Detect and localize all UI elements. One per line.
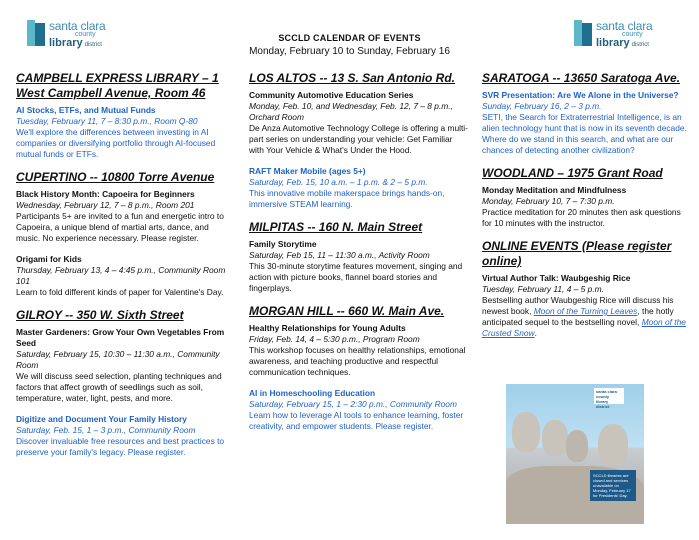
event-when: Tuesday, February 11, 4 – 5 p.m. [482,284,604,294]
logo-line2: county [622,31,643,38]
event-item [16,189,234,244]
event-item [249,323,469,378]
event-desc: SETI, the Search for Extraterrestrial Intelligence, is an alien technology hunt that is now in its seventh decade. Where do we stand in this search, and what are our chances of detecting another civilization? [482,112,687,155]
logo-line1: santa clara [49,19,106,33]
event-desc: Participants 5+ are invited to a fun and energetic intro to Capoeira, a unique blend of martial arts, dance, and music. No experience necessary. Please register. [16,211,224,243]
event-item [482,185,690,229]
column-2 [249,71,469,442]
event-when: Saturday, Feb. 15, 10 a.m. – 1 p.m. & 2 – 5 p.m. [249,177,428,187]
event-title: Origami for Kids [16,254,82,264]
branch-heading: MILPITAS -- 160 N. Main Street [249,220,423,234]
branch-heading: ONLINE EVENTS (Please register online) [482,239,672,268]
date-range: Monday, February 10 to Sunday, February 16 [249,46,450,57]
logo-line4: district [631,42,649,48]
event-desc: Discover invaluable free resources and best practices to preserve your family's legacy. Please register. [16,436,225,457]
event-title: Community Automotive Education Series [249,90,414,100]
section-los-altos [249,71,469,210]
event-item [482,273,690,339]
logo-line3: library [49,37,83,49]
section-saratoga [482,71,690,156]
event-item [249,90,469,156]
event-title: RAFT Maker Mobile (ages 5+) [249,166,366,176]
section-campbell [16,71,234,160]
event-when: Saturday, Feb. 15, 1 – 3 p.m., Community Room [16,425,196,435]
event-title: Virtual Author Talk: Waubgeshig Rice [482,273,631,283]
event-item [16,414,234,458]
branch-heading: SARATOGA -- 13650 Saratoga Ave. [482,71,681,85]
event-when: Monday, Feb. 10, and Wednesday, Feb. 12, 7 – 8 p.m., Orchard Room [249,101,453,122]
image-logo-badge: santa clara county library district [594,388,624,404]
event-when: Sunday, February 16, 2 – 3 p.m. [482,101,602,111]
section-gilroy [16,308,234,458]
event-when: Wednesday, February 12, 7 – 8 p.m., Room 201 [16,200,195,210]
book-link-turning-leaves[interactable]: Moon of the Turning Leaves [533,306,638,316]
event-item [249,166,469,210]
event-when: Tuesday, February 11, 7 – 8:30 p.m., Room Q-80 [16,116,198,126]
logo-line4: district [84,42,102,48]
event-when: Saturday, February 15, 10:30 – 11:30 a.m., Community Room [16,349,220,370]
logo-line2: county [75,31,96,38]
closure-note: SCCLD libraries are closed and services unavailable on Monday, February 17 for Presidents' Day. [590,470,636,501]
section-morgan-hill [249,304,469,432]
event-desc: This workshop focuses on healthy relationships, emotional awareness, and teaching productive and respectful communication techniques. [249,345,466,377]
section-woodland [482,166,690,229]
branch-heading: MORGAN HILL -- 660 W. Main Ave. [249,304,445,318]
column-1 [16,71,234,468]
logo-line1: santa clara [596,19,653,33]
logo-line3: library [596,37,630,49]
event-desc: We will discuss seed selection, planting techniques and factors that affect growth of seedlings such as soil, temperature, water, light, pests, and more. [16,371,222,403]
presidents-day-image [506,384,644,524]
page-title: SCCLD CALENDAR OF EVENTS [278,33,421,43]
event-title: Family Storytime [249,239,317,249]
branch-heading: LOS ALTOS -- 13 S. San Antonio Rd. [249,71,456,85]
event-title: Black History Month: Capoeira for Beginners [16,189,195,199]
event-item [249,239,469,294]
event-title: SVR Presentation: Are We Alone in the Universe? [482,90,679,100]
event-title: AI Stocks, ETFs, and Mutual Funds [16,105,156,115]
event-item [16,327,234,404]
desc-part: Bestselling author Waubgeshig Rice will discuss his newest book, [482,295,674,316]
event-title: Digitize and Document Your Family History [16,414,187,424]
branch-heading: CUPERTINO -- 10800 Torre Avenue [16,170,215,184]
event-desc: Practice meditation for 20 minutes then ask questions for 10 minutes with the instructor. [482,207,681,228]
event-title: AI in Homeschooling Education [249,388,376,398]
column-3 [482,71,690,349]
event-item [16,254,234,298]
branch-heading: CAMPBELL EXPRESS LIBRARY – 1 West Campbell Avenue, Room 46 [16,71,219,100]
event-when: Monday, February 10, 7 – 7:30 p.m. [482,196,615,206]
section-milpitas [249,220,469,294]
event-item [249,388,469,432]
event-title: Master Gardeners: Grow Your Own Vegetables From Seed [16,327,225,348]
book-link-crusted-snow[interactable]: Moon of the Crusted Snow [482,317,686,338]
event-when: Friday, Feb. 14, 4 – 5:30 p.m., Program Room [249,334,420,344]
desc-part: . [534,328,537,338]
event-desc [482,295,690,339]
event-item [16,105,234,160]
branch-heading: WOODLAND – 1975 Grant Road [482,166,663,180]
event-when: Saturday, February 15, 1 – 2:30 p.m., Community Room [249,399,457,409]
event-when: Thursday, February 13, 4 – 4:45 p.m., Community Room 101 [16,265,226,286]
event-item [482,90,690,156]
event-desc: Learn how to leverage AI tools to enhance learning, foster creativity, and empower students. Please register. [249,410,464,431]
event-desc: This 30-minute storytime features movement, singing and action with picture books, flannel board stories and fingerplays. [249,261,463,293]
event-title: Monday Meditation and Mindfulness [482,185,627,195]
event-desc: This innovative mobile makerspace brings hands-on, immersive STEAM learning. [249,188,445,209]
desc-part: , the hotly anticipated sequel to the bestselling novel, [482,306,674,327]
section-online [482,239,690,339]
branch-heading: GILROY -- 350 W. Sixth Street [16,308,184,322]
event-desc: We'll explore the differences between investing in AI companies or diversifying portfolio through AI-focused mutual funds or ETFs. [16,127,216,159]
event-when: Saturday, Feb 15, 11 – 11:30 a.m., Activity Room [249,250,430,260]
event-desc: De Anza Automotive Technology College is offering a multi-part series on understanding your vehicle: Get Familiar with Your Vehicle & What's Under the Hood. [249,123,468,155]
page-header [0,33,699,57]
section-cupertino [16,170,234,298]
event-title: Healthy Relationships for Young Adults [249,323,406,333]
event-desc: Learn to fold different kinds of paper for Valentine's Day. [16,287,224,297]
